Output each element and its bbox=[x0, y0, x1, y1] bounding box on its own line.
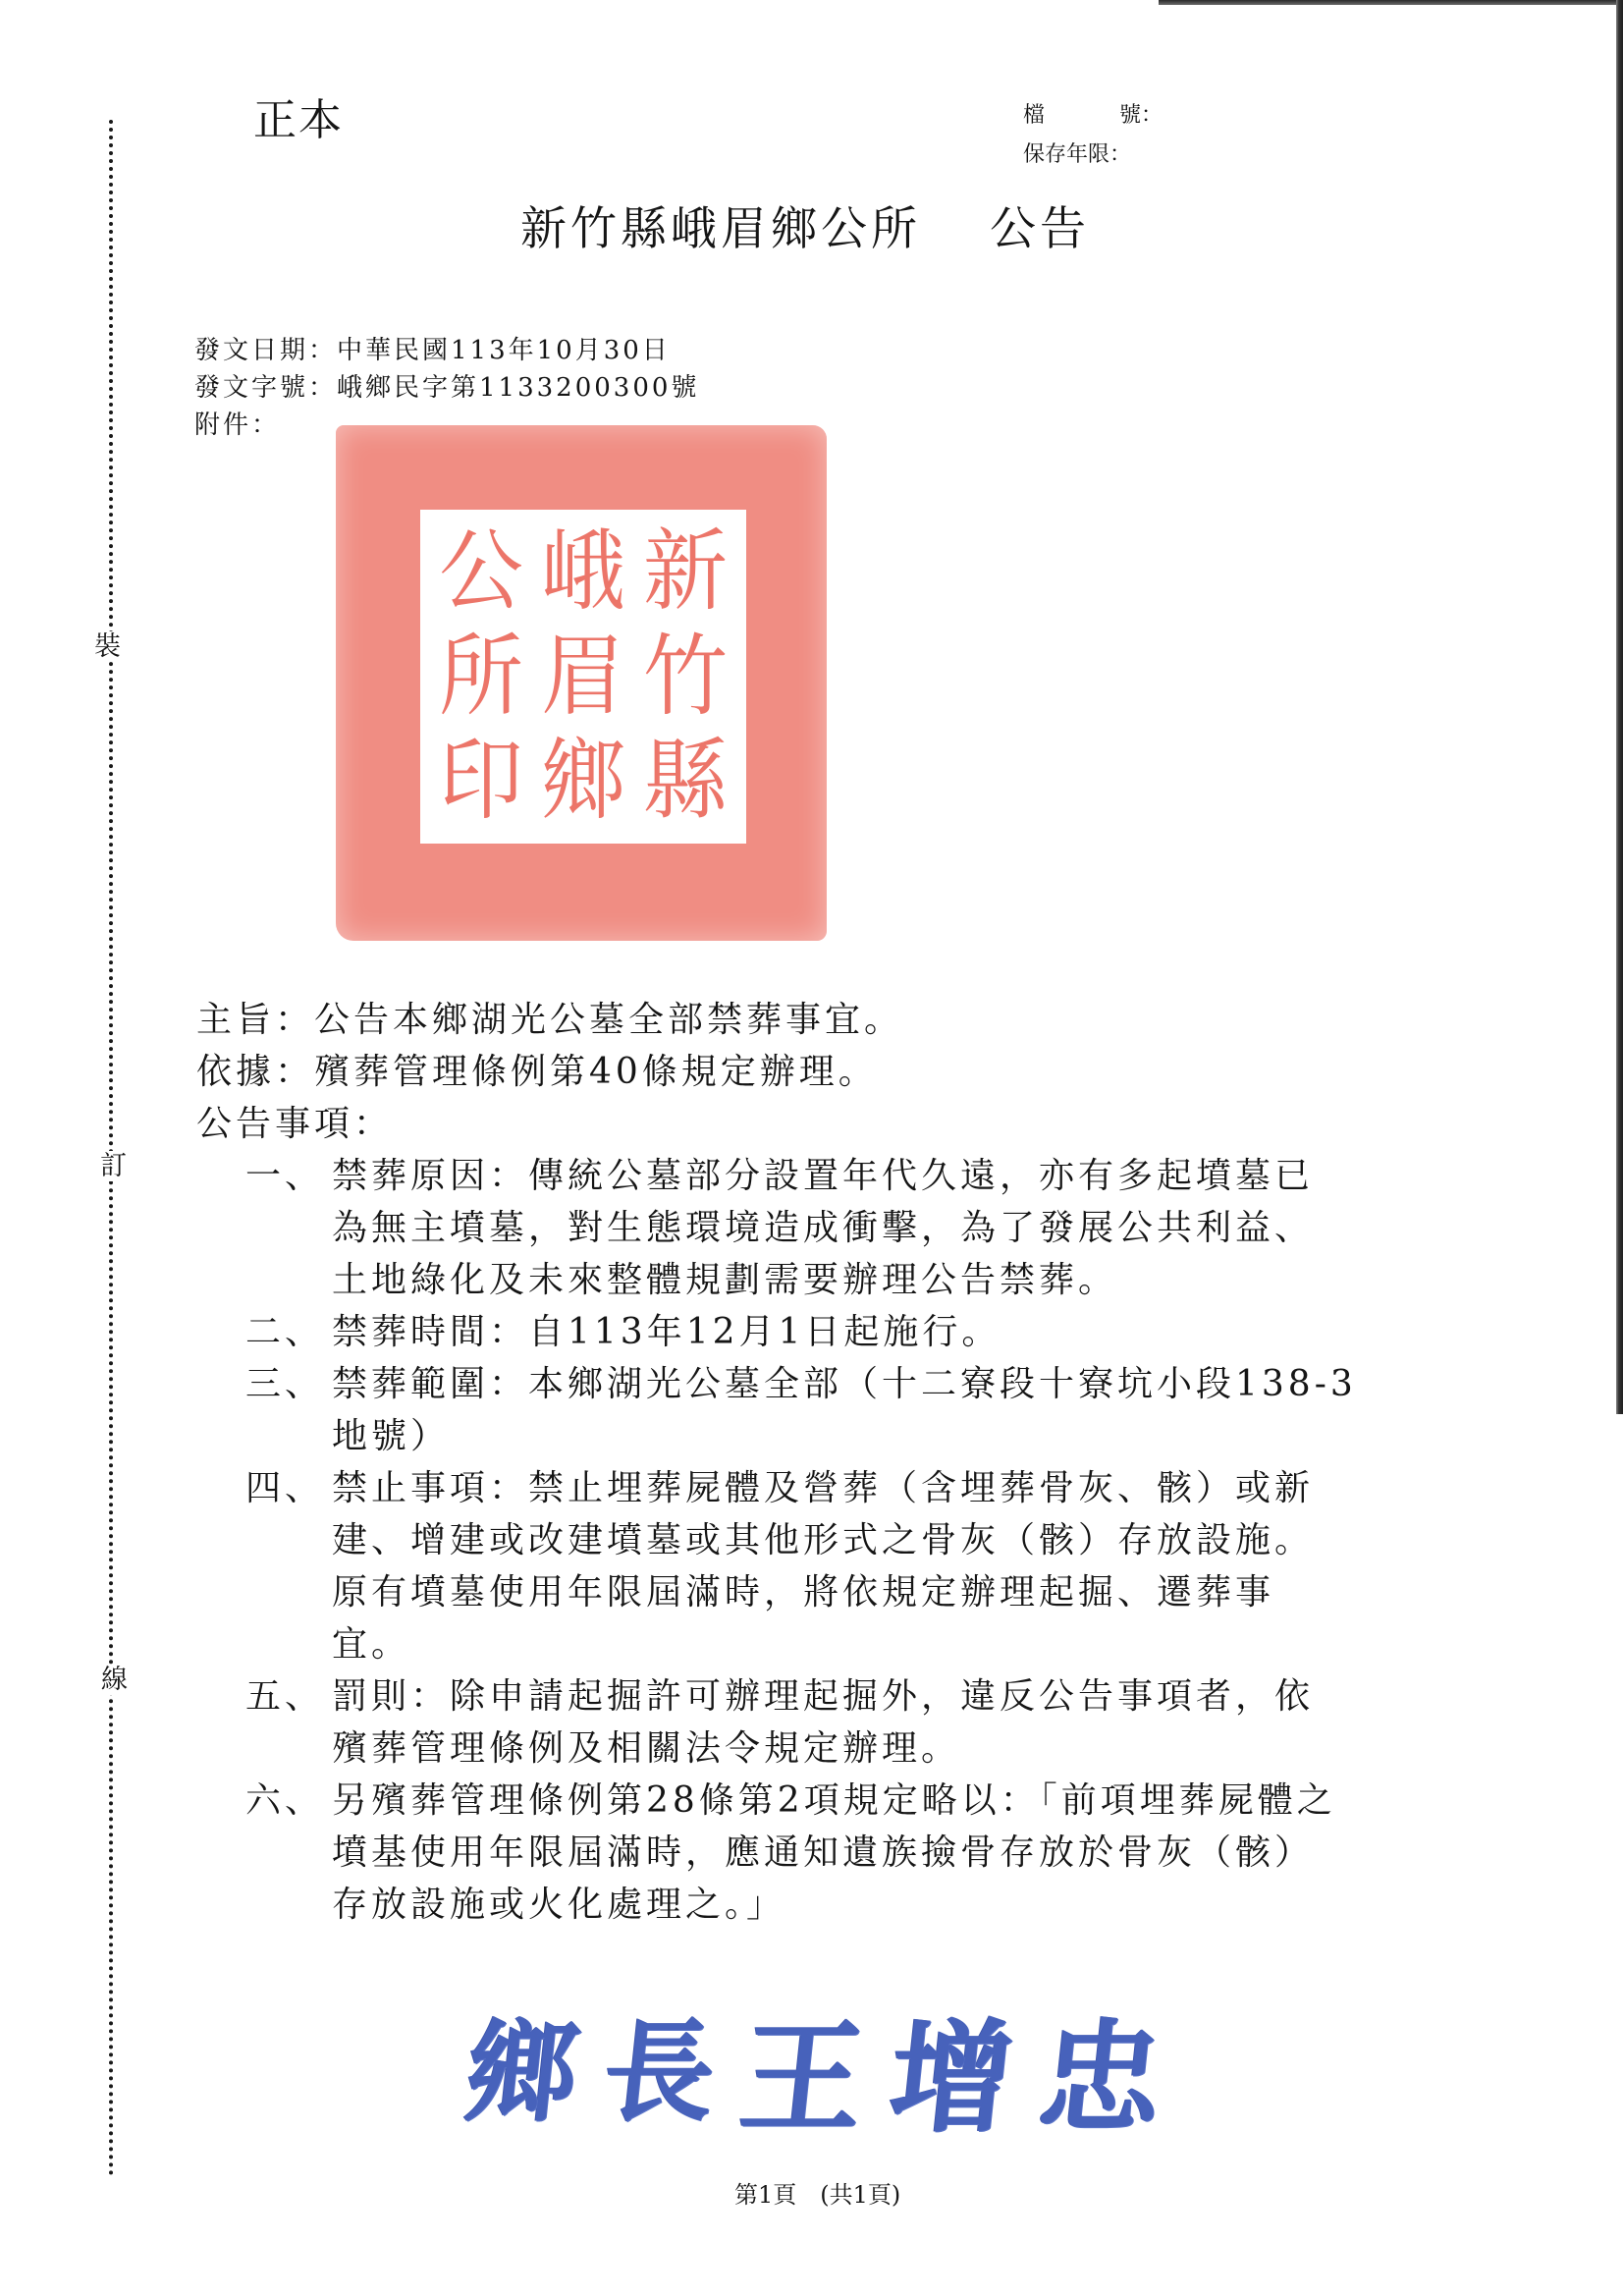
item-line: 禁葬範圍：本鄉湖光公墓全部（十二寮段十寮坑小段138-3 bbox=[332, 1364, 1357, 1404]
binding-char-zhuang: 裝 bbox=[94, 631, 121, 662]
title-agency: 新竹縣峨眉鄉公所 bbox=[520, 202, 921, 256]
attachment-label: 附件： bbox=[194, 410, 281, 440]
file-number-label bbox=[1023, 96, 1141, 136]
item-line: 殯葬管理條例及相關法令規定辦理。 bbox=[332, 1728, 961, 1769]
seal-char: 公 bbox=[439, 519, 523, 624]
page-number: 第1頁 (共1頁) bbox=[734, 2181, 901, 2209]
page-title bbox=[520, 192, 1090, 258]
retention-label: 保存年限： bbox=[1023, 142, 1132, 167]
title-doc-type: 公告 bbox=[989, 202, 1090, 256]
announcement-item-2 bbox=[245, 1306, 1492, 1358]
file-number-colon: ： bbox=[1141, 103, 1163, 128]
item-line: 罰則：除申請起掘許可辦理起掘外，違反公告事項者，依 bbox=[332, 1676, 1315, 1717]
item-content bbox=[332, 1670, 1441, 1775]
issue-doc-number: 發文字號：峨鄉民字第1133200300號 bbox=[194, 373, 700, 403]
seal-char: 竹 bbox=[643, 625, 728, 729]
announcement-item-3 bbox=[245, 1358, 1492, 1462]
item-number: 三、 bbox=[245, 1364, 325, 1404]
item-number: 一、 bbox=[245, 1156, 325, 1196]
item-line: 原有墳墓使用年限屆滿時，將依規定辦理起掘、遷葬事 bbox=[332, 1572, 1275, 1613]
item-line: 為無主墳墓，對生態環境造成衝擊，為了發展公共利益、 bbox=[332, 1208, 1315, 1248]
official-seal bbox=[336, 425, 827, 941]
binding-char-xian: 線 bbox=[101, 1665, 128, 1695]
signature-char: 長 bbox=[597, 2008, 722, 2137]
basis-line: 依據：殯葬管理條例第40條規定辦理。 bbox=[196, 1052, 878, 1092]
scan-edge-top bbox=[1159, 0, 1623, 5]
scan-edge-right bbox=[1616, 0, 1623, 1414]
item-content bbox=[332, 1358, 1441, 1462]
item-content bbox=[332, 1150, 1441, 1306]
seal-char: 鄉 bbox=[541, 730, 625, 834]
seal-char: 新 bbox=[643, 519, 728, 624]
seal-char: 眉 bbox=[541, 625, 625, 729]
item-line: 另殯葬管理條例第28條第2項規定略以：「前項埋葬屍體之 bbox=[332, 1780, 1336, 1821]
items-heading: 公告事項： bbox=[196, 1104, 394, 1144]
item-line: 建、增建或改建墳墓或其他形式之骨灰（骸）存放設施。 bbox=[332, 1520, 1315, 1560]
item-content bbox=[332, 1306, 1441, 1358]
item-line: 宜。 bbox=[332, 1624, 411, 1665]
item-number: 四、 bbox=[245, 1468, 325, 1508]
seal-inscription bbox=[420, 510, 746, 844]
issue-date: 發文日期：中華民國113年10月30日 bbox=[194, 336, 671, 365]
item-line: 禁葬時間：自113年12月1日起施行。 bbox=[332, 1312, 1001, 1352]
announcement-items bbox=[245, 1150, 1492, 1931]
item-number: 五、 bbox=[245, 1676, 325, 1717]
item-line: 禁止事項：禁止埋葬屍體及營葬（含埋葬骨灰、骸）或新 bbox=[332, 1468, 1315, 1508]
item-number: 二、 bbox=[245, 1312, 325, 1352]
announcement-item-5 bbox=[245, 1670, 1492, 1775]
signature-char: 鄉 bbox=[460, 2008, 584, 2137]
mayor-signature-stamp bbox=[460, 2007, 1169, 2150]
file-number-label-char: 檔 bbox=[1023, 103, 1046, 128]
retention-row bbox=[1023, 136, 1163, 175]
original-copy-mark: 正本 bbox=[253, 95, 344, 145]
item-content bbox=[332, 1775, 1441, 1931]
binding-dotted-line bbox=[109, 120, 113, 2177]
file-number-label-char: 號 bbox=[1118, 103, 1141, 128]
signature-char: 增 bbox=[883, 2007, 1020, 2150]
signature-char: 忠 bbox=[1032, 2007, 1169, 2150]
item-line: 地號） bbox=[332, 1416, 451, 1456]
item-line: 墳基使用年限屆滿時，應通知遺族撿骨存放於骨灰（骸） bbox=[332, 1832, 1315, 1873]
announcement-body bbox=[196, 994, 1492, 1931]
seal-char: 峨 bbox=[541, 519, 625, 624]
item-content bbox=[332, 1462, 1441, 1670]
subject-line: 主旨：公告本鄉湖光公墓全部禁葬事宜。 bbox=[196, 1000, 904, 1040]
item-line: 土地綠化及未來整體規劃需要辦理公告禁葬。 bbox=[332, 1260, 1118, 1300]
announcement-item-6 bbox=[245, 1775, 1492, 1931]
seal-char: 印 bbox=[439, 730, 523, 834]
seal-char: 縣 bbox=[643, 730, 728, 834]
item-line: 禁葬原因：傳統公墓部分設置年代久遠，亦有多起墳墓已 bbox=[332, 1156, 1315, 1196]
file-meta bbox=[1023, 96, 1163, 175]
seal-char: 所 bbox=[439, 625, 523, 729]
announcement-item-1 bbox=[245, 1150, 1492, 1306]
item-line: 存放設施或火化處理之。」 bbox=[332, 1885, 786, 1925]
item-number: 六、 bbox=[245, 1780, 325, 1821]
announcement-item-4 bbox=[245, 1462, 1492, 1670]
binding-char-ding: 訂 bbox=[100, 1151, 127, 1181]
file-number-row bbox=[1023, 96, 1163, 136]
signature-char: 王 bbox=[733, 2007, 871, 2150]
